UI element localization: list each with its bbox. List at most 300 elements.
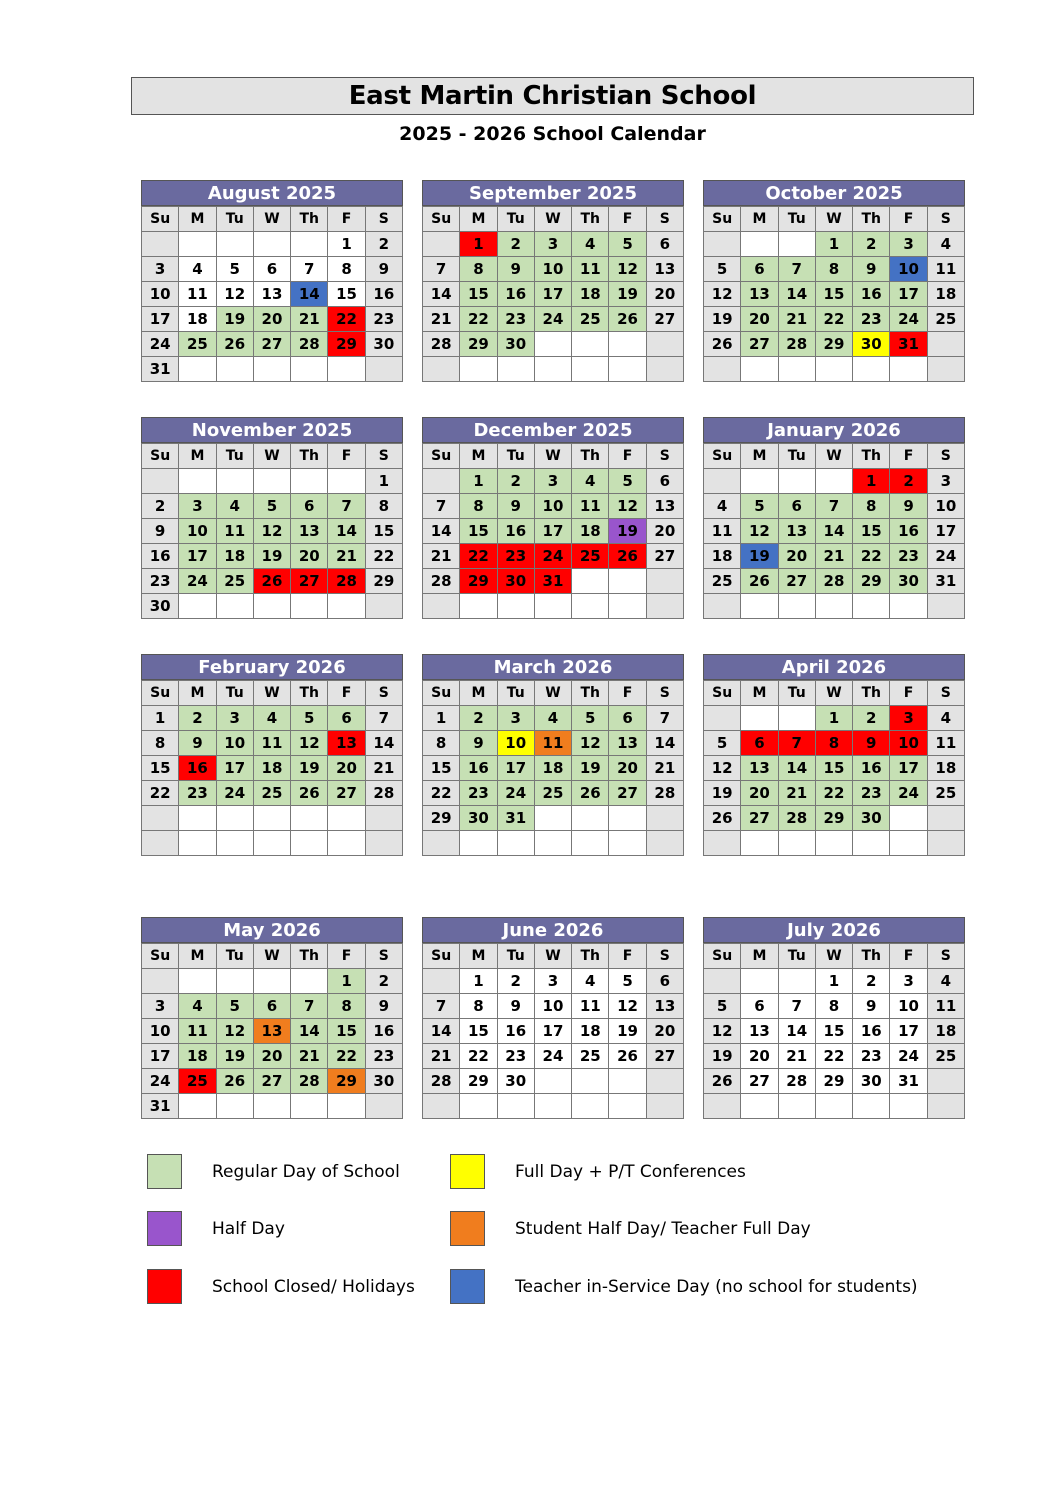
day-cell: 12 — [704, 282, 741, 307]
day-cell — [291, 969, 328, 994]
day-cell: 11 — [704, 519, 741, 544]
day-cell — [853, 1094, 890, 1119]
day-cell: 3 — [927, 469, 964, 494]
day-cell: 16 — [497, 1019, 534, 1044]
day-cell: 20 — [253, 307, 290, 332]
day-cell: 29 — [815, 806, 852, 831]
day-cell — [815, 357, 852, 382]
day-cell: 3 — [890, 706, 927, 731]
day-cell: 11 — [927, 994, 964, 1019]
day-cell — [179, 831, 216, 856]
day-cell: 10 — [534, 494, 571, 519]
day-cell: 20 — [646, 282, 683, 307]
day-cell: 30 — [460, 806, 497, 831]
day-cell: 14 — [423, 1019, 460, 1044]
weekday-header: M — [460, 207, 497, 232]
day-cell: 8 — [815, 257, 852, 282]
day-cell: 17 — [534, 519, 571, 544]
day-cell — [741, 357, 778, 382]
day-cell — [291, 1094, 328, 1119]
day-cell: 26 — [216, 332, 253, 357]
day-cell: 15 — [460, 282, 497, 307]
day-cell: 23 — [497, 307, 534, 332]
day-cell — [741, 831, 778, 856]
weekday-header: M — [179, 681, 216, 706]
day-cell: 4 — [927, 969, 964, 994]
day-cell: 4 — [704, 494, 741, 519]
day-cell: 18 — [927, 282, 964, 307]
day-cell: 24 — [927, 544, 964, 569]
weekday-header: S — [365, 681, 402, 706]
day-cell: 13 — [778, 519, 815, 544]
day-cell: 27 — [291, 569, 328, 594]
day-cell: 30 — [890, 569, 927, 594]
month-title: January 2026 — [703, 417, 965, 443]
day-cell: 12 — [216, 1019, 253, 1044]
day-cell — [179, 1094, 216, 1119]
weekday-header: F — [609, 944, 646, 969]
day-cell — [328, 806, 365, 831]
day-cell: 15 — [460, 519, 497, 544]
day-cell: 27 — [253, 332, 290, 357]
day-cell: 13 — [741, 282, 778, 307]
weekday-header: S — [646, 207, 683, 232]
day-cell: 27 — [778, 569, 815, 594]
day-cell: 7 — [646, 706, 683, 731]
month-title: June 2026 — [422, 917, 684, 943]
day-cell: 30 — [853, 806, 890, 831]
weekday-header: Th — [572, 207, 609, 232]
day-cell: 28 — [778, 806, 815, 831]
day-cell — [741, 969, 778, 994]
weekday-header: S — [927, 681, 964, 706]
day-cell — [704, 969, 741, 994]
day-cell: 29 — [328, 332, 365, 357]
day-cell: 7 — [365, 706, 402, 731]
day-cell — [179, 232, 216, 257]
day-cell: 14 — [328, 519, 365, 544]
day-cell: 22 — [815, 1044, 852, 1069]
weekday-header: F — [328, 207, 365, 232]
weekday-header: Th — [572, 681, 609, 706]
day-cell: 22 — [423, 781, 460, 806]
day-cell: 14 — [423, 519, 460, 544]
day-cell — [927, 1069, 964, 1094]
weekday-header: M — [179, 207, 216, 232]
legend-swatch — [450, 1211, 485, 1246]
day-cell: 20 — [609, 756, 646, 781]
day-cell — [609, 1094, 646, 1119]
day-cell: 27 — [741, 806, 778, 831]
day-cell: 22 — [460, 307, 497, 332]
day-cell — [704, 831, 741, 856]
day-cell — [778, 232, 815, 257]
weekday-header: Tu — [497, 681, 534, 706]
month-calendar — [141, 417, 403, 619]
day-cell: 3 — [890, 232, 927, 257]
day-cell: 8 — [328, 257, 365, 282]
day-cell: 28 — [646, 781, 683, 806]
weekday-header: Th — [291, 207, 328, 232]
day-cell — [646, 594, 683, 619]
weekday-header: Su — [423, 681, 460, 706]
day-cell: 30 — [497, 332, 534, 357]
day-cell: 21 — [328, 544, 365, 569]
day-cell: 16 — [497, 282, 534, 307]
day-cell: 12 — [216, 282, 253, 307]
weekday-header: M — [179, 944, 216, 969]
day-cell — [890, 594, 927, 619]
legend-label: Teacher in-Service Day (no school for students) — [515, 1276, 918, 1297]
day-cell — [704, 357, 741, 382]
day-cell: 5 — [253, 494, 290, 519]
day-cell: 16 — [853, 756, 890, 781]
day-cell: 29 — [815, 332, 852, 357]
day-cell — [253, 469, 290, 494]
day-cell — [778, 969, 815, 994]
day-cell: 16 — [179, 756, 216, 781]
day-cell: 23 — [497, 1044, 534, 1069]
day-cell: 24 — [142, 1069, 179, 1094]
weekday-header: S — [646, 944, 683, 969]
day-cell: 19 — [216, 1044, 253, 1069]
day-cell: 5 — [609, 469, 646, 494]
day-cell: 23 — [497, 544, 534, 569]
day-cell: 19 — [704, 1044, 741, 1069]
day-cell: 19 — [704, 781, 741, 806]
day-cell: 25 — [704, 569, 741, 594]
day-cell: 6 — [741, 731, 778, 756]
day-cell: 10 — [179, 519, 216, 544]
day-cell: 2 — [179, 706, 216, 731]
day-cell: 4 — [927, 232, 964, 257]
day-cell: 25 — [216, 569, 253, 594]
day-cell: 22 — [853, 544, 890, 569]
day-cell: 27 — [741, 332, 778, 357]
day-cell: 31 — [534, 569, 571, 594]
day-cell: 12 — [609, 494, 646, 519]
day-cell — [741, 594, 778, 619]
day-cell — [572, 806, 609, 831]
day-cell: 15 — [815, 756, 852, 781]
day-cell — [704, 1094, 741, 1119]
weekday-header: Tu — [216, 207, 253, 232]
day-cell — [328, 357, 365, 382]
day-cell — [291, 594, 328, 619]
day-cell: 6 — [253, 994, 290, 1019]
day-cell: 2 — [142, 494, 179, 519]
legend-swatch — [147, 1269, 182, 1304]
day-cell: 12 — [609, 257, 646, 282]
day-cell: 24 — [890, 1044, 927, 1069]
day-cell: 8 — [460, 994, 497, 1019]
day-cell: 3 — [534, 969, 571, 994]
day-cell: 15 — [853, 519, 890, 544]
day-cell: 4 — [572, 969, 609, 994]
day-cell: 16 — [497, 519, 534, 544]
day-cell: 27 — [609, 781, 646, 806]
day-cell — [216, 969, 253, 994]
weekday-header: S — [927, 207, 964, 232]
day-cell — [291, 806, 328, 831]
day-cell: 15 — [365, 519, 402, 544]
weekday-header: W — [534, 944, 571, 969]
day-cell: 26 — [253, 569, 290, 594]
day-cell: 21 — [291, 307, 328, 332]
weekday-header: S — [365, 207, 402, 232]
day-cell — [423, 1094, 460, 1119]
month-calendar — [141, 654, 403, 856]
day-cell: 9 — [365, 257, 402, 282]
day-cell: 4 — [179, 994, 216, 1019]
day-cell — [423, 594, 460, 619]
day-cell: 9 — [497, 994, 534, 1019]
day-cell: 26 — [741, 569, 778, 594]
month-calendar — [703, 417, 965, 619]
day-cell: 3 — [534, 469, 571, 494]
weekday-header: W — [253, 681, 290, 706]
day-cell — [646, 831, 683, 856]
day-cell: 14 — [423, 282, 460, 307]
day-cell: 19 — [609, 282, 646, 307]
day-cell: 25 — [253, 781, 290, 806]
day-cell: 24 — [890, 307, 927, 332]
day-cell: 15 — [142, 756, 179, 781]
day-cell: 8 — [423, 731, 460, 756]
day-cell: 7 — [778, 257, 815, 282]
day-cell: 26 — [572, 781, 609, 806]
day-cell: 14 — [815, 519, 852, 544]
day-cell — [142, 232, 179, 257]
weekday-header: F — [328, 681, 365, 706]
legend-label: School Closed/ Holidays — [212, 1276, 415, 1297]
day-cell: 6 — [741, 994, 778, 1019]
day-cell: 27 — [646, 1044, 683, 1069]
day-cell: 11 — [572, 494, 609, 519]
day-cell: 14 — [778, 282, 815, 307]
day-cell: 5 — [704, 731, 741, 756]
day-cell: 21 — [365, 756, 402, 781]
day-cell — [741, 1094, 778, 1119]
weekday-header: Tu — [778, 207, 815, 232]
day-cell: 31 — [890, 332, 927, 357]
day-cell: 19 — [741, 544, 778, 569]
day-cell — [853, 831, 890, 856]
day-cell: 17 — [534, 282, 571, 307]
day-cell: 2 — [365, 969, 402, 994]
day-cell: 28 — [365, 781, 402, 806]
day-cell: 12 — [253, 519, 290, 544]
day-cell: 21 — [778, 781, 815, 806]
month-title: July 2026 — [703, 917, 965, 943]
day-cell: 6 — [253, 257, 290, 282]
day-cell — [741, 232, 778, 257]
day-cell: 20 — [741, 781, 778, 806]
weekday-header: M — [460, 444, 497, 469]
day-cell — [572, 594, 609, 619]
weekday-header: Su — [704, 207, 741, 232]
day-cell — [328, 594, 365, 619]
month-title: November 2025 — [141, 417, 403, 443]
legend-item — [147, 1154, 400, 1189]
day-cell — [179, 469, 216, 494]
day-cell — [423, 469, 460, 494]
day-cell: 21 — [291, 1044, 328, 1069]
day-cell — [927, 806, 964, 831]
day-cell: 19 — [572, 756, 609, 781]
day-cell: 25 — [927, 781, 964, 806]
day-cell — [423, 969, 460, 994]
day-cell: 15 — [328, 282, 365, 307]
day-cell: 5 — [704, 994, 741, 1019]
day-cell: 17 — [497, 756, 534, 781]
day-cell: 20 — [778, 544, 815, 569]
day-cell: 21 — [778, 1044, 815, 1069]
day-cell — [216, 357, 253, 382]
day-cell: 3 — [179, 494, 216, 519]
weekday-header: Tu — [216, 944, 253, 969]
month-calendar — [422, 180, 684, 382]
weekday-header: W — [253, 444, 290, 469]
day-cell: 20 — [328, 756, 365, 781]
day-cell: 23 — [853, 1044, 890, 1069]
weekday-header: S — [365, 944, 402, 969]
day-cell: 7 — [778, 994, 815, 1019]
day-cell — [741, 469, 778, 494]
day-cell: 18 — [572, 519, 609, 544]
day-cell: 11 — [572, 257, 609, 282]
day-cell: 31 — [142, 357, 179, 382]
day-cell: 25 — [927, 1044, 964, 1069]
day-cell: 18 — [179, 307, 216, 332]
day-cell: 5 — [216, 994, 253, 1019]
day-cell: 14 — [778, 1019, 815, 1044]
day-cell: 28 — [423, 569, 460, 594]
day-cell — [291, 232, 328, 257]
weekday-header: Tu — [778, 944, 815, 969]
day-cell — [460, 594, 497, 619]
day-cell: 23 — [460, 781, 497, 806]
day-cell: 24 — [216, 781, 253, 806]
day-cell: 5 — [741, 494, 778, 519]
weekday-header: Th — [291, 681, 328, 706]
weekday-header: F — [328, 944, 365, 969]
day-cell: 17 — [216, 756, 253, 781]
day-cell — [253, 1094, 290, 1119]
day-cell: 23 — [365, 307, 402, 332]
weekday-header: F — [609, 681, 646, 706]
day-cell — [423, 831, 460, 856]
day-cell: 10 — [890, 994, 927, 1019]
weekday-header: W — [815, 444, 852, 469]
day-cell — [534, 594, 571, 619]
day-cell: 6 — [609, 706, 646, 731]
day-cell: 29 — [460, 332, 497, 357]
day-cell: 5 — [609, 969, 646, 994]
day-cell — [216, 806, 253, 831]
day-cell: 19 — [253, 544, 290, 569]
day-cell: 31 — [890, 1069, 927, 1094]
month-calendar — [703, 917, 965, 1119]
legend-swatch — [450, 1154, 485, 1189]
weekday-header: Su — [423, 207, 460, 232]
day-cell — [572, 1069, 609, 1094]
day-cell — [142, 806, 179, 831]
day-cell — [927, 332, 964, 357]
day-cell: 29 — [460, 569, 497, 594]
day-cell: 28 — [815, 569, 852, 594]
day-cell: 19 — [216, 307, 253, 332]
day-cell: 4 — [216, 494, 253, 519]
day-cell — [365, 357, 402, 382]
day-cell: 22 — [142, 781, 179, 806]
day-cell: 3 — [534, 232, 571, 257]
day-cell: 20 — [646, 519, 683, 544]
day-cell — [216, 469, 253, 494]
day-cell: 2 — [497, 232, 534, 257]
day-cell — [328, 469, 365, 494]
weekday-header: M — [741, 944, 778, 969]
day-cell: 21 — [778, 307, 815, 332]
day-cell: 28 — [423, 332, 460, 357]
legend-swatch — [450, 1269, 485, 1304]
weekday-header: Th — [853, 681, 890, 706]
day-cell: 2 — [853, 232, 890, 257]
day-cell: 10 — [890, 731, 927, 756]
month-title: December 2025 — [422, 417, 684, 443]
weekday-header: F — [890, 944, 927, 969]
day-cell: 23 — [179, 781, 216, 806]
weekday-header: S — [646, 681, 683, 706]
day-cell — [778, 357, 815, 382]
day-cell: 11 — [253, 731, 290, 756]
day-cell: 10 — [142, 282, 179, 307]
day-cell: 2 — [497, 469, 534, 494]
day-cell: 3 — [142, 994, 179, 1019]
day-cell: 14 — [646, 731, 683, 756]
day-cell: 22 — [815, 307, 852, 332]
weekday-header: M — [179, 444, 216, 469]
day-cell: 20 — [646, 1019, 683, 1044]
weekday-header: F — [609, 207, 646, 232]
day-cell: 30 — [365, 332, 402, 357]
weekday-header: W — [253, 207, 290, 232]
day-cell: 9 — [890, 494, 927, 519]
day-cell — [778, 706, 815, 731]
day-cell: 16 — [365, 1019, 402, 1044]
legend-item — [450, 1154, 746, 1189]
day-cell — [890, 357, 927, 382]
month-calendar — [703, 180, 965, 382]
day-cell: 29 — [328, 1069, 365, 1094]
day-cell: 24 — [179, 569, 216, 594]
month-calendar — [141, 180, 403, 382]
day-cell: 3 — [142, 257, 179, 282]
day-cell: 19 — [704, 307, 741, 332]
day-cell — [216, 594, 253, 619]
page-subtitle: 2025 - 2026 School Calendar — [399, 123, 706, 145]
day-cell: 14 — [778, 756, 815, 781]
day-cell — [609, 831, 646, 856]
day-cell: 24 — [534, 307, 571, 332]
day-cell: 26 — [609, 544, 646, 569]
day-cell: 31 — [497, 806, 534, 831]
month-title: September 2025 — [422, 180, 684, 206]
day-cell: 9 — [853, 994, 890, 1019]
day-cell: 15 — [460, 1019, 497, 1044]
day-cell — [253, 594, 290, 619]
day-cell: 15 — [423, 756, 460, 781]
